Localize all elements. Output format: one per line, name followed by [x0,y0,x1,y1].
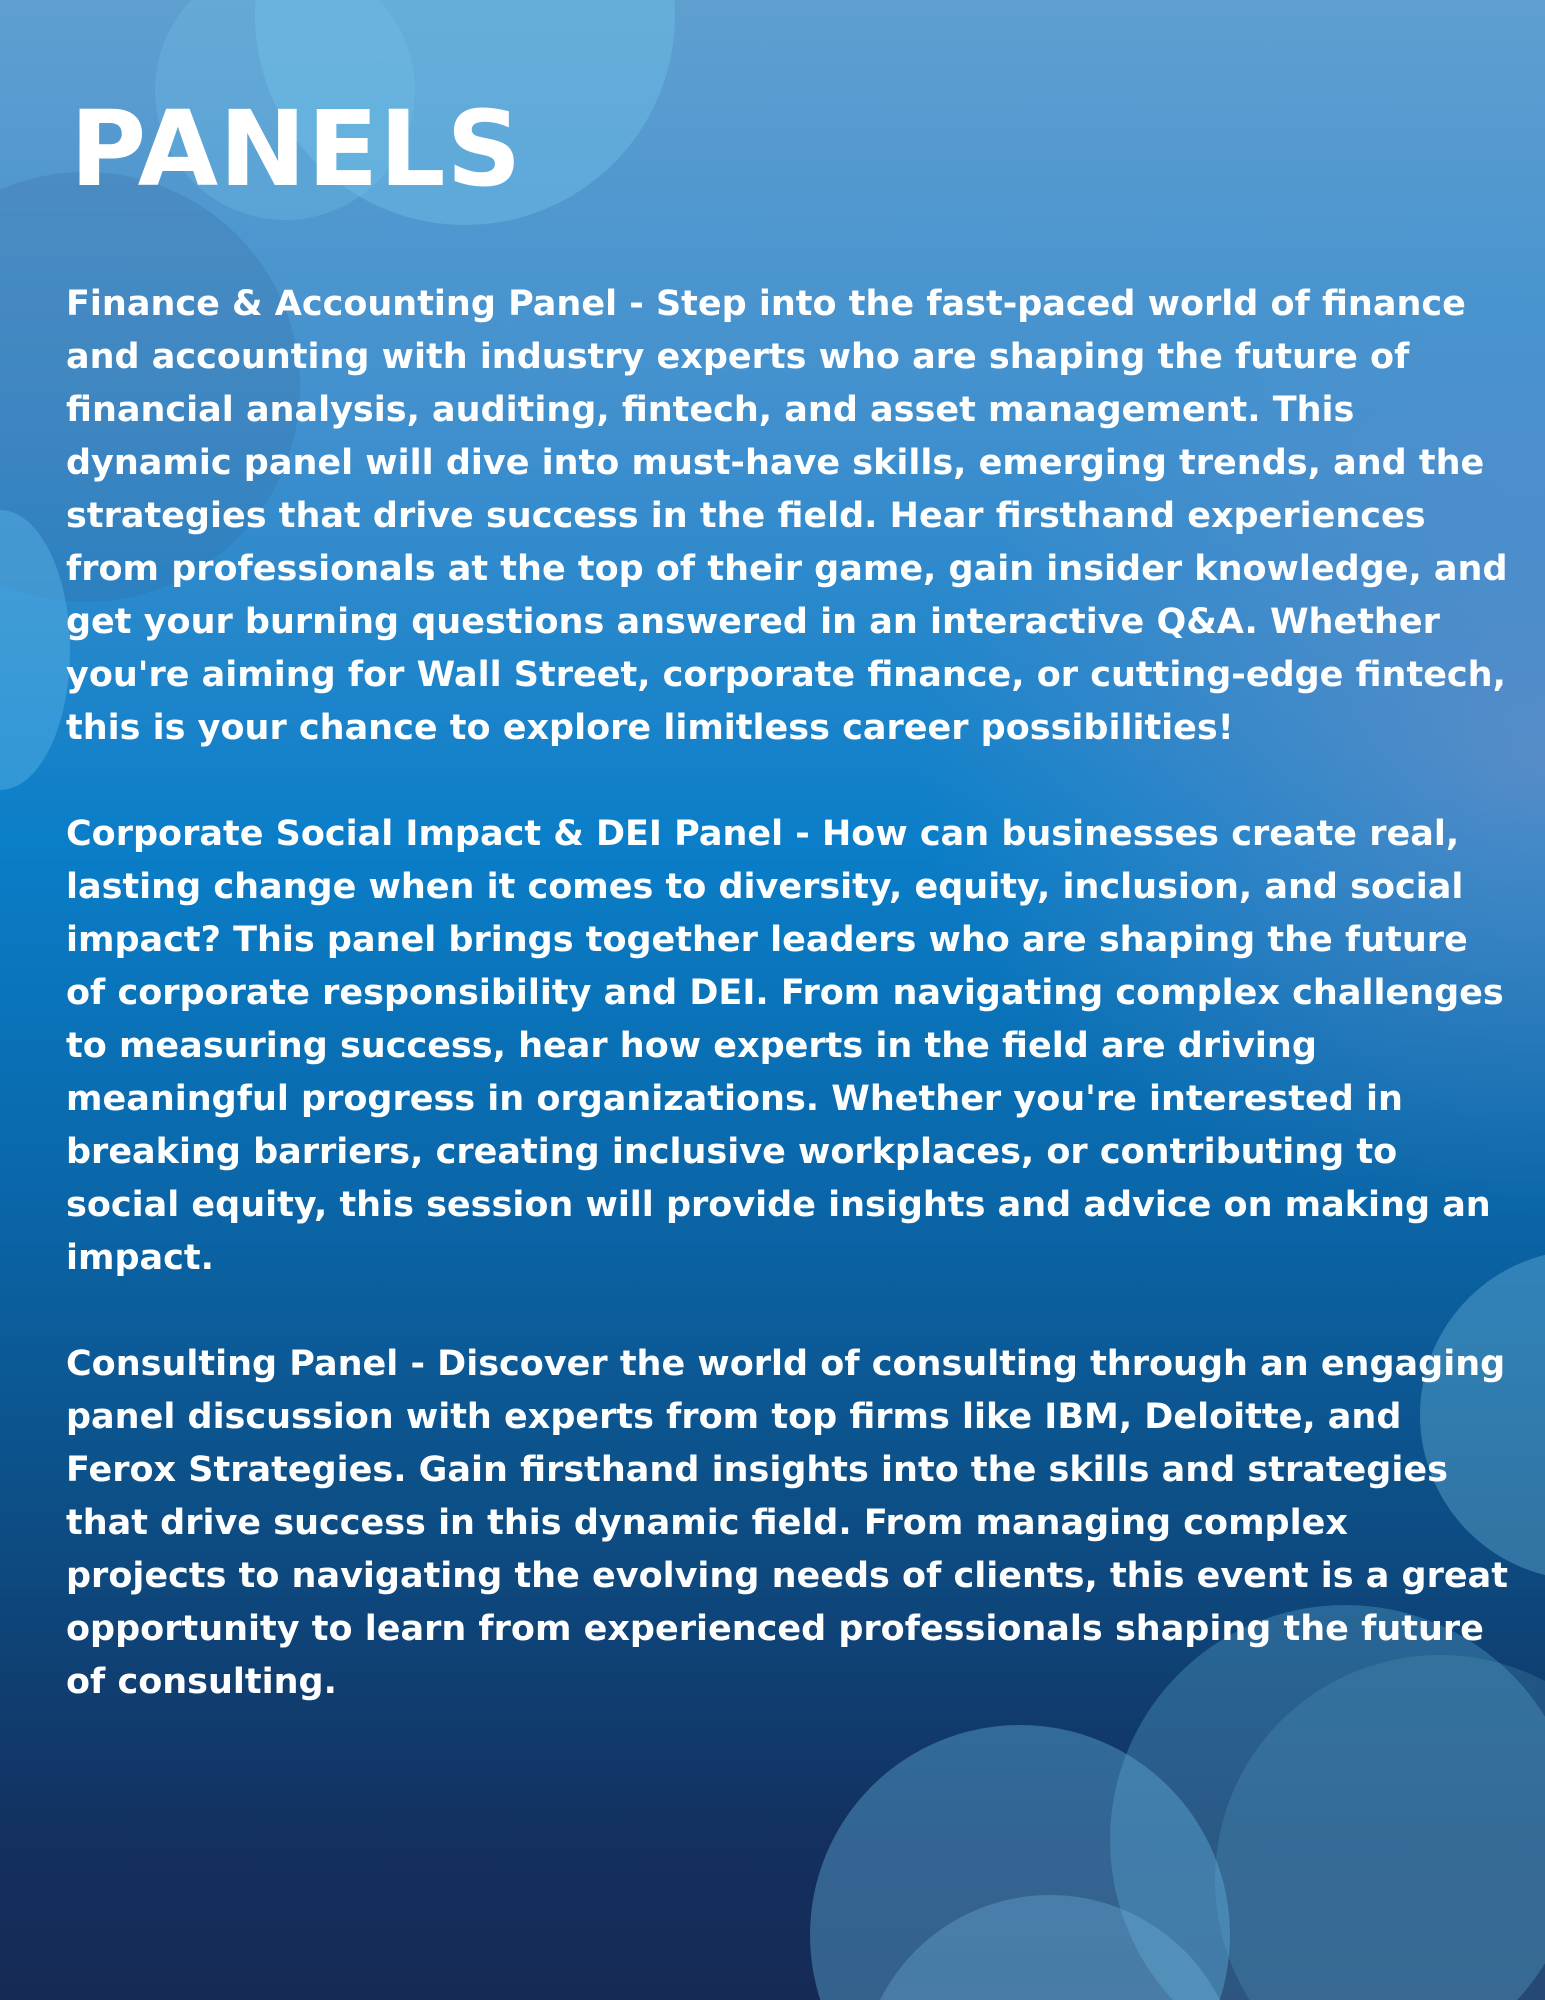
finance-accounting-panel-description: Finance & Accounting Panel - Step into the fast-paced world of finance and accounting with industry experts who are shaping the future of financial analysis, auditing, fintech, and asset management. This dynamic panel will dive into must-have skills, emerging trends, and the strategies that drive success in the field. Hear firsthand experiences from professionals at the top of their game, gain insider knowledge, and get your burning questions answered in an interactive Q&A. Whether you're aiming for Wall Street, corporate finance, or cutting-edge fintech, this is your chance to explore limitless career possibilities! [66,284,1508,748]
page-title: PANELS [70,88,523,210]
panel-descriptions [66,278,1508,1762]
consulting-panel-description: Consulting Panel - Discover the world of consulting through an engaging panel discussion with experts from top firms like IBM, Deloitte, and Ferox Strategies. Gain firsthand insights into the skills and strategies that drive success in this dynamic field. From managing complex projects to navigating the evolving needs of clients, this event is a great opportunity to learn from experienced professionals shaping the future of consulting. [66,1344,1508,1702]
social-impact-dei-panel-description: Corporate Social Impact & DEI Panel - How can businesses create real, lasting change when it comes to diversity, equity, inclusion, and social impact? This panel brings together leaders who are shaping the future of corporate responsibility and DEI. From navigating complex challenges to measuring success, hear how experts in the field are driving meaningful progress in organizations. Whether you're interested in breaking barriers, creating inclusive workplaces, or contributing to social equity, this session will provide insights and advice on making an impact. [66,814,1504,1278]
